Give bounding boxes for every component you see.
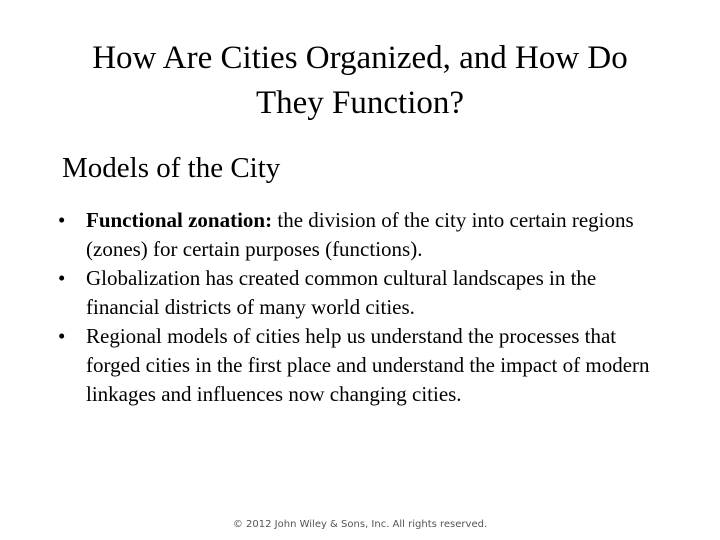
- bullet-icon: •: [58, 324, 66, 348]
- bullet-item-functional-zonation: [58, 206, 658, 264]
- bullet-icon: •: [58, 266, 66, 290]
- slide-title-line-2: They Function?: [255, 85, 465, 121]
- bullet-text: the division of the city into certain regions (zones) for certain purposes (functions).: [86, 208, 634, 261]
- bullet-text: Globalization has created common cultural landscapes in the financial districts of many world cities.: [86, 266, 597, 319]
- bullet-item-globalization: [58, 264, 658, 322]
- bullet-text: Regional models of cities help us understand the processes that forged cities in the first place and understand the impact of modern linkages and influences now changing cities.: [86, 324, 650, 406]
- slide-title-line-1: How Are Cities Organized, and How Do: [92, 40, 628, 76]
- copyright-footer: © 2012 John Wiley & Sons, Inc. All rights reserved.: [232, 519, 488, 530]
- bullet-term: Functional zonation:: [86, 208, 273, 232]
- bullet-item-regional-models: [58, 322, 658, 409]
- bullet-list: [58, 206, 658, 409]
- bullet-icon: •: [58, 208, 66, 232]
- section-heading: Models of the City: [62, 152, 281, 184]
- slide-title: [20, 36, 700, 126]
